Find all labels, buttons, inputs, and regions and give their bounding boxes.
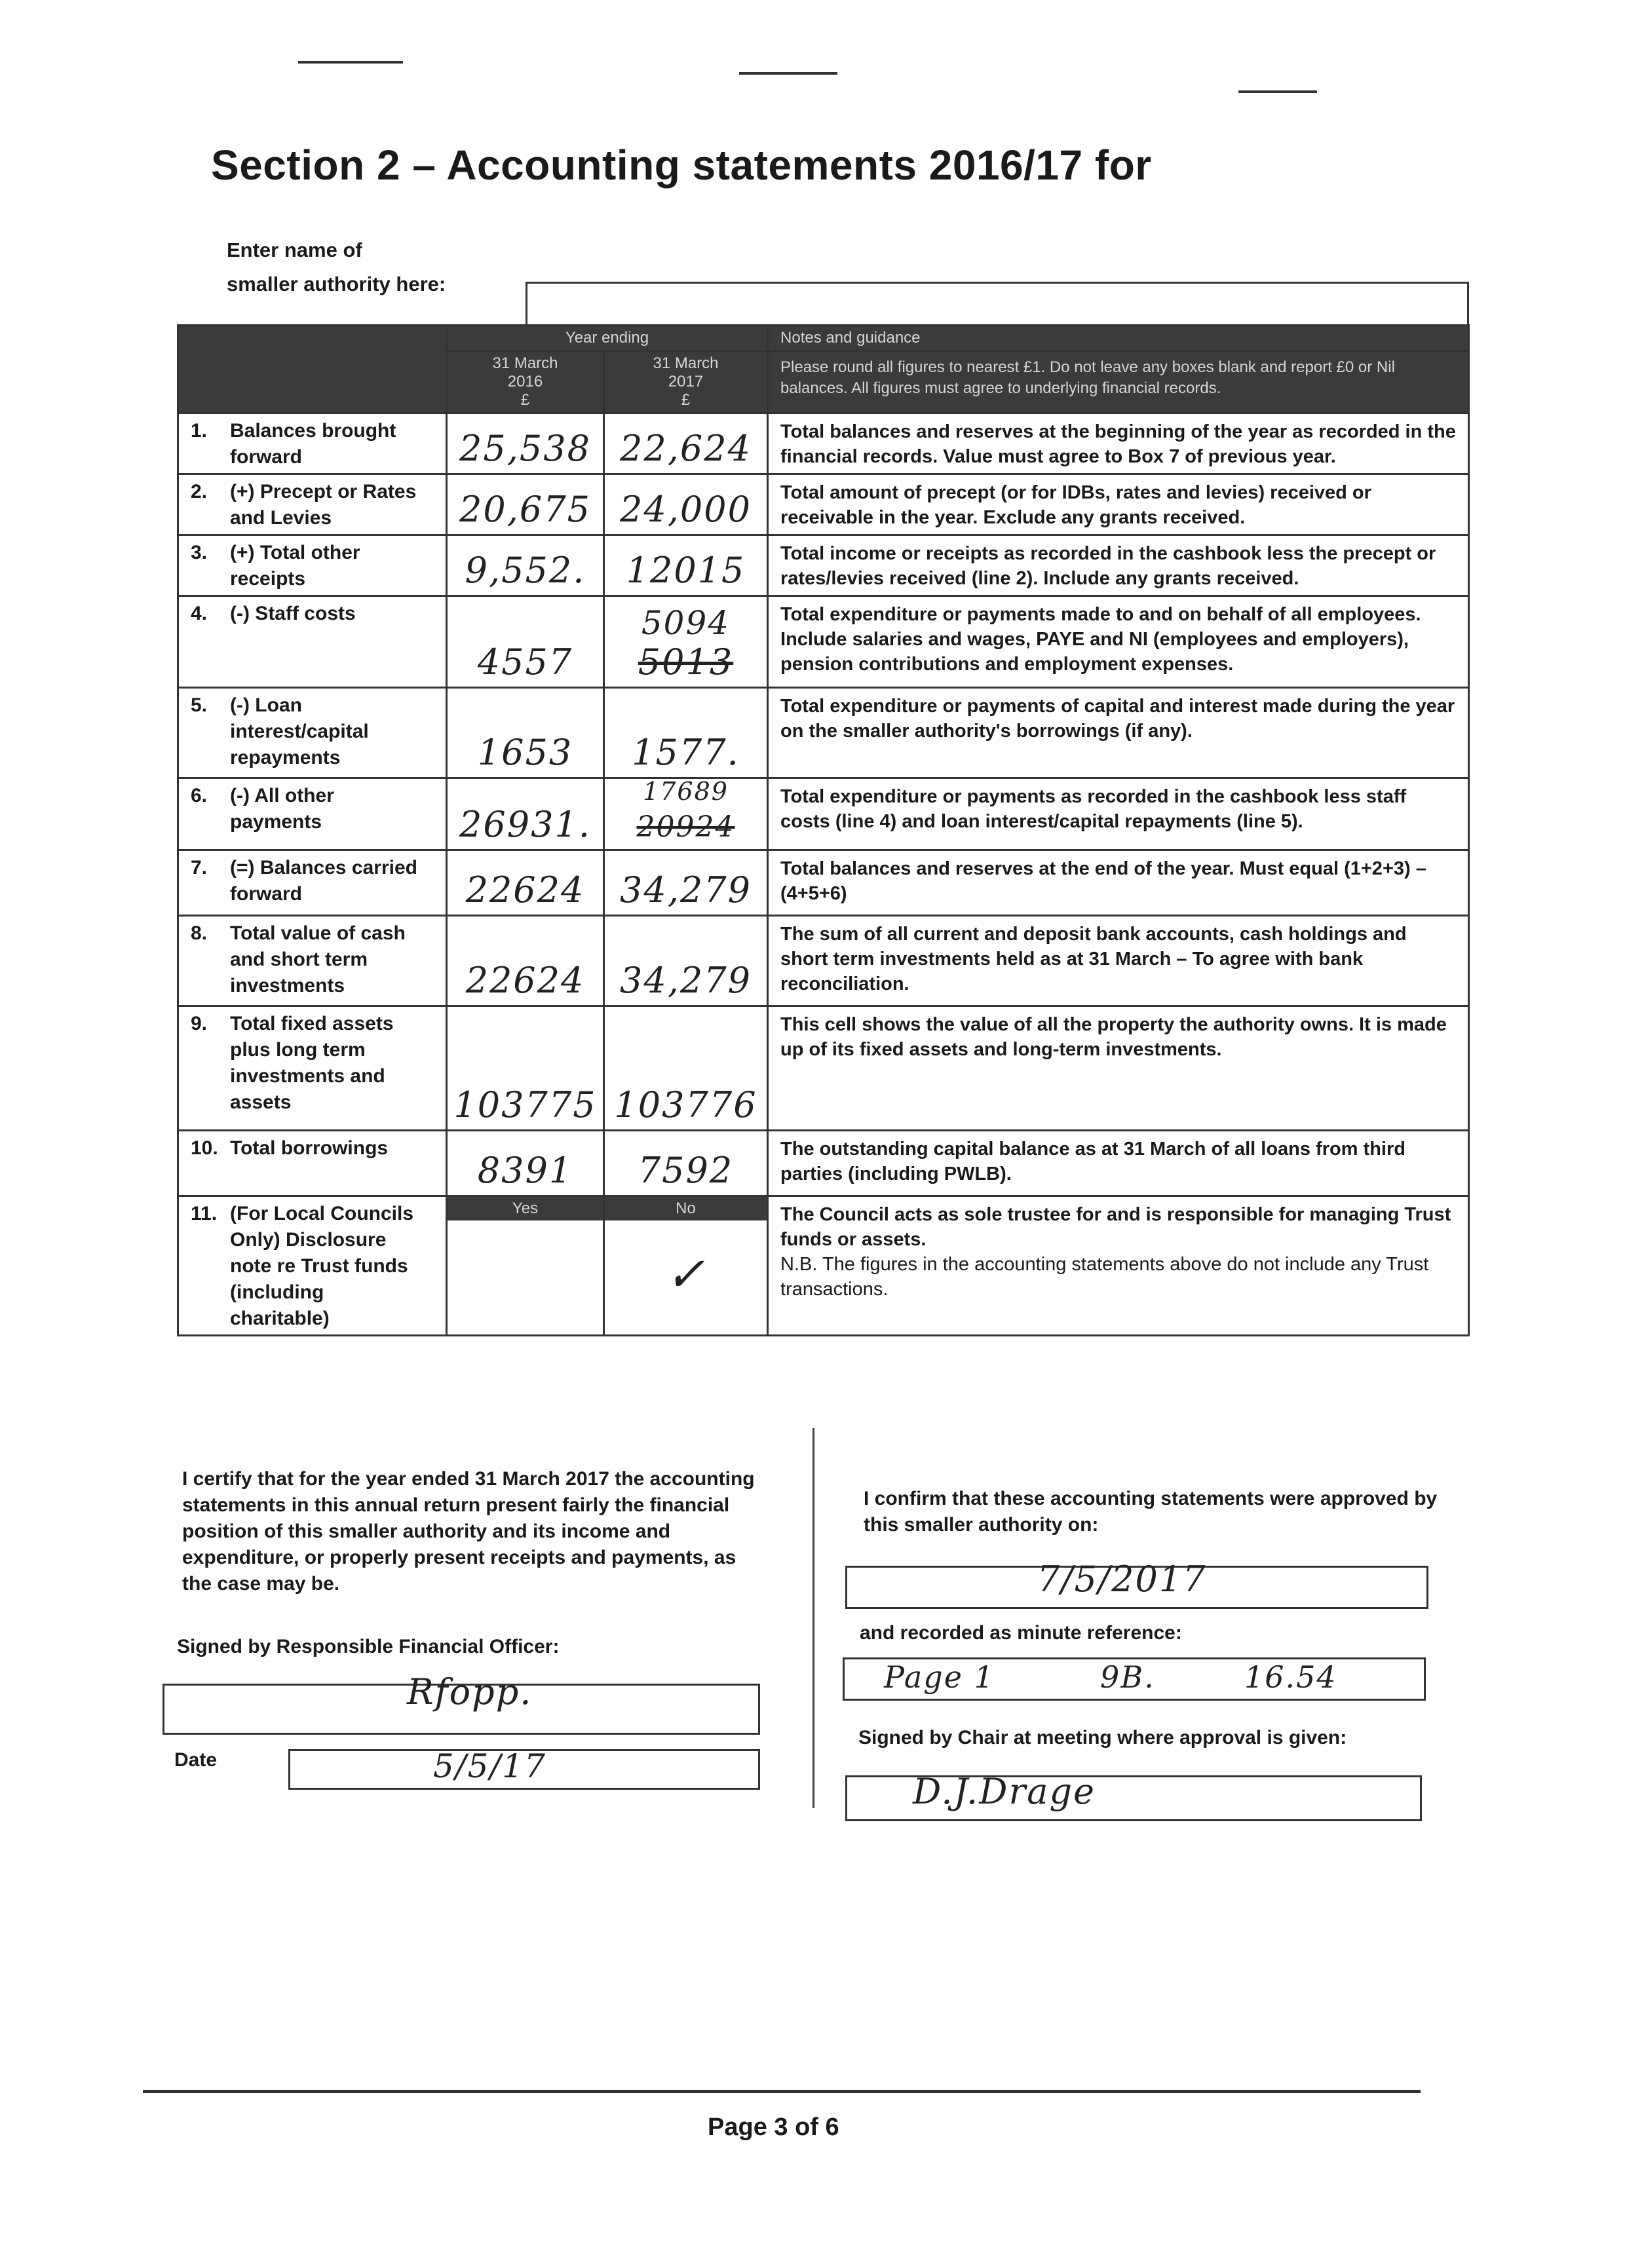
value-2017[interactable]: 24,000 [604,474,768,535]
section-divider [812,1428,814,1808]
value-2017[interactable]: 34,279 [604,850,768,916]
table-row: 8. Total value of cash and short term investments 22624 34,279 The sum of all current and deposit bank accounts, cash holdings and short term investments held as at 31 March – To agree with bank reconciliation. [178,916,1469,1006]
approval-date: 7/5/2017 [1037,1559,1207,1600]
rfo-signature-label: Signed by Responsible Financial Officer: [177,1636,560,1657]
minute-ref: 16.54 [1244,1659,1337,1695]
trust-no-cell[interactable]: No ✓ [604,1196,768,1336]
trust-row: 11. (For Local Councils Only) Disclosure note re Trust funds (including charitable) Yes No ✓ The Council acts as sole trustee for and is responsible for managing Trust funds or assets. N.B. The figures in the accounting statements above do not include any Trust transactions. [178,1196,1469,1336]
value-2017[interactable]: 103776 [604,1006,768,1131]
accounting-statements-table [177,324,1470,1336]
header-year-ending: Year ending [447,326,768,351]
table-row: 10. Total borrowings 8391 7592 The outstanding capital balance as at 31 March of all loans from third parties (including PWLB). [178,1131,1469,1196]
chair-signature-field[interactable] [845,1771,1422,1821]
value-2017-struck: 5013 [638,641,734,683]
chair-signature: D.J.Drage [913,1771,1096,1812]
row-note: Total expenditure or payments as recorded in the cashbook less staff costs (line 4) and loan interest/capital repayments (line 5). [768,778,1469,850]
table-row: 7. (=) Balances carried forward 22624 34,279 Total balances and reserves at the end of the year. Must equal (1+2+3) – (4+5+6) [178,850,1469,916]
minute-page: Page 1 [884,1659,995,1695]
minute-item: 9B. [1100,1659,1155,1695]
chair-signature-label: Signed by Chair at meeting where approval is given: [858,1727,1347,1748]
row-note: Total expenditure or payments of capital and interest made during the year on the smaller authority's borrowings (if any). [768,688,1469,778]
trust-yes-cell[interactable]: Yes [447,1196,604,1336]
page-title: Section 2 – Accounting statements 2016/17 for [211,142,1152,189]
row-note: Total expenditure or payments made to and on behalf of all employees. Include salaries and wages, PAYE and NI (employees and employers), pension contributions and employment expenses. [768,596,1469,688]
table-row: 9. Total fixed assets plus long term investments and assets 103775 103776 This cell shows the value of all the property the authority owns. It is made up of its fixed assets and long-term investments. [178,1006,1469,1131]
value-2017-corrected: 17689 [643,777,729,806]
value-2017[interactable]: 12015 [604,535,768,596]
value-2016[interactable]: 103775 [447,1006,604,1131]
value-2016[interactable]: 26931. [447,778,604,850]
minute-ref-field[interactable] [843,1657,1426,1701]
minute-ref-label: and recorded as minute reference: [860,1622,1182,1644]
header-2016: 31 March 2016 £ [447,351,604,413]
table-row: 6. (-) All other payments 26931. 17689 20924 Total expenditure or payments as recorded in the cashbook less staff costs (line 4) and loan interest/capital repayments (line 5). [178,778,1469,850]
table-row: 1. Balances brought forward 25,538 22,624 Total balances and reserves at the beginning of the year as recorded in the financial records. Value must agree to Box 7 of previous year. [178,413,1469,474]
header-2017: 31 March 2017 £ [604,351,768,413]
value-2017[interactable]: 22,624 [604,413,768,474]
value-2016[interactable]: 1653 [447,688,604,778]
approval-date-field[interactable] [845,1559,1428,1609]
rfo-date: 5/5/17 [433,1747,546,1785]
row-note: Total balances and reserves at the end of the year. Must equal (1+2+3) – (4+5+6) [768,850,1469,916]
value-2017-corrected: 5094 [641,604,731,642]
header-blank [178,326,447,413]
scan-mark [298,61,403,64]
value-2017[interactable]: 7592 [604,1131,768,1196]
value-2016[interactable]: 20,675 [447,474,604,535]
value-2016[interactable]: 25,538 [447,413,604,474]
trust-note: The Council acts as sole trustee for and is responsible for managing Trust funds or assets. N.B. The figures in the accounting statements above do not include any Trust transactions. [768,1196,1469,1336]
authority-name-label: Enter name of smaller authority here: [227,238,446,295]
table-row: 4. (-) Staff costs 4557 5094 5013 Total expenditure or payments made to and on behalf of all employees. Include salaries and wages, PAYE and NI (employees and employers), pension contributions and employment expenses. [178,596,1469,688]
header-notes: Notes and guidance [768,326,1469,351]
page-number: Page 3 of 6 [708,2113,839,2141]
date-label: Date [174,1749,218,1771]
footer-rule [143,2090,1421,2093]
header-guidance: Please round all figures to nearest £1. Do not leave any boxes blank and report £0 or Nil balances. All figures must agree to underlying financial records. [768,351,1469,413]
row-note: The outstanding capital balance as at 31 March of all loans from third parties (including PWLB). [768,1131,1469,1196]
value-2016[interactable]: 22624 [447,916,604,1006]
rfo-certification-text: I certify that for the year ended 31 March 2017 the accounting statements in this annual return present fairly the financial position of this smaller authority and its income and expenditure, or properly present receipts and payments, as the case may be. [182,1468,755,1595]
row-note: This cell shows the value of all the property the authority owns. It is made up of its fixed assets and long-term investments. [768,1006,1469,1131]
table-row: 2. (+) Precept or Rates and Levies 20,675 24,000 Total amount of precept (or for IDBs, rates and levies) received or receivable in the year. Exclude any grants received. [178,474,1469,535]
rfo-signature: Rfopp. [407,1671,533,1712]
value-2017[interactable]: 34,279 [604,916,768,1006]
date-field[interactable] [288,1749,760,1790]
value-2016[interactable]: 22624 [447,850,604,916]
checkmark-icon: ✓ [665,1247,706,1302]
scan-mark [1238,90,1317,93]
row-note: Total balances and reserves at the beginning of the year as recorded in the financial records. Value must agree to Box 7 of previous year. [768,413,1469,474]
row-note: The sum of all current and deposit bank accounts, cash holdings and short term investments held as at 31 March – To agree with bank reconciliation. [768,916,1469,1006]
value-2017[interactable] [604,596,768,688]
approval-text: I confirm that these accounting statements were approved by this smaller authority on: [864,1488,1438,1536]
table-row: 3. (+) Total other receipts 9,552. 12015 Total income or receipts as recorded in the cashbook less the precept or rates/levies received (line 2). Include any grants received. [178,535,1469,596]
row-note: Total amount of precept (or for IDBs, rates and levies) received or receivable in the year. Exclude any grants received. [768,474,1469,535]
scan-mark [739,72,837,75]
row-note: Total income or receipts as recorded in the cashbook less the precept or rates/levies received (line 2). Include any grants received. [768,535,1469,596]
rfo-signature-field[interactable] [162,1671,760,1735]
table-row: 5. (-) Loan interest/capital repayments 1653 1577. Total expenditure or payments of capital and interest made during the year on the smaller authority's borrowings (if any). [178,688,1469,778]
value-2016[interactable]: 4557 [447,596,604,688]
value-2017-struck: 20924 [636,810,735,844]
value-2017[interactable]: 1577. [604,688,768,778]
value-2017[interactable] [604,778,768,850]
value-2016[interactable]: 9,552. [447,535,604,596]
value-2016[interactable]: 8391 [447,1131,604,1196]
